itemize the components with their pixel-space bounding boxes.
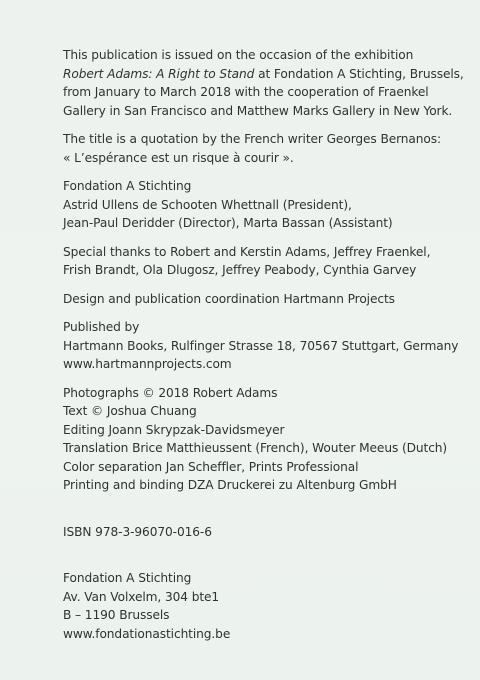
address-street: Av. Van Volxelm, 304 bte1 (63, 589, 220, 604)
credit-color-separation: Color separation Jan Scheffler, Prints Professional (63, 459, 359, 474)
foundation-name: Fondation A Stichting (63, 179, 192, 193)
publisher-website: www.hartmannprojects.com (63, 357, 232, 371)
publisher-info (63, 318, 460, 374)
intro-line-1: This publication is issued on the occasion of the exhibition (63, 48, 414, 62)
thanks-line-2: Frish Brandt, Ola Dlugosz, Jeffrey Peabody, Cynthia Garvey (63, 263, 417, 277)
intro-line-2 (63, 65, 464, 84)
title-note-line-2: « L’espérance est un risque à courir ». (63, 150, 294, 165)
isbn-block (63, 523, 460, 542)
title-note-line-1: The title is a quotation by the French writer Georges Bernanos: (63, 132, 442, 146)
credit-photographs: Photographs © 2018 Robert Adams (63, 385, 278, 400)
thanks-line-1: Special thanks to Robert and Kerstin Adams, Jeffrey Fraenkel, (63, 244, 431, 259)
special-thanks (63, 243, 460, 280)
foundation-staff (63, 177, 460, 233)
design-credit (63, 290, 460, 309)
publisher-address: Hartmann Books, Rulfinger Strasse 18, 70567 Stuttgart, Germany (63, 338, 459, 353)
production-credits (63, 384, 460, 495)
foundation-address (63, 569, 460, 643)
design-line: Design and publication coordination Hartmann Projects (63, 291, 395, 306)
intro-line-2-rest: at Fondation A Stichting, Brussels, (254, 66, 464, 81)
isbn: ISBN 978-3-96070-016-6 (63, 524, 212, 539)
credit-translation: Translation Brice Matthieussent (French), Wouter Meeus (Dutch) (63, 441, 448, 455)
credit-printing-binding: Printing and binding DZA Druckerei zu Altenburg GmbH (63, 478, 397, 492)
intro-line-4: Gallery in San Francisco and Matthew Marks Gallery in New York. (63, 103, 453, 118)
exhibition-intro (63, 46, 464, 120)
foundation-staff-line-2: Jean-Paul Deridder (Director), Marta Bassan (Assistant) (63, 216, 393, 230)
address-city: B – 1190 Brussels (63, 608, 170, 622)
title-note (63, 130, 460, 167)
publisher-label: Published by (63, 320, 140, 334)
credit-editing: Editing Joann Skrypzak-Davidsmeyer (63, 422, 285, 437)
intro-line-3: from January to March 2018 with the cooperation of Fraenkel (63, 85, 429, 99)
section-spacer (63, 505, 460, 523)
exhibition-title: Robert Adams: A Right to Stand (63, 66, 255, 81)
foundation-staff-line-1: Astrid Ullens de Schooten Whettnall (President), (63, 197, 352, 212)
credit-text: Text © Joshua Chuang (63, 404, 197, 418)
address-website: www.fondationastichting.be (63, 626, 231, 641)
address-name: Fondation A Stichting (63, 571, 192, 585)
section-spacer-2 (63, 551, 460, 569)
